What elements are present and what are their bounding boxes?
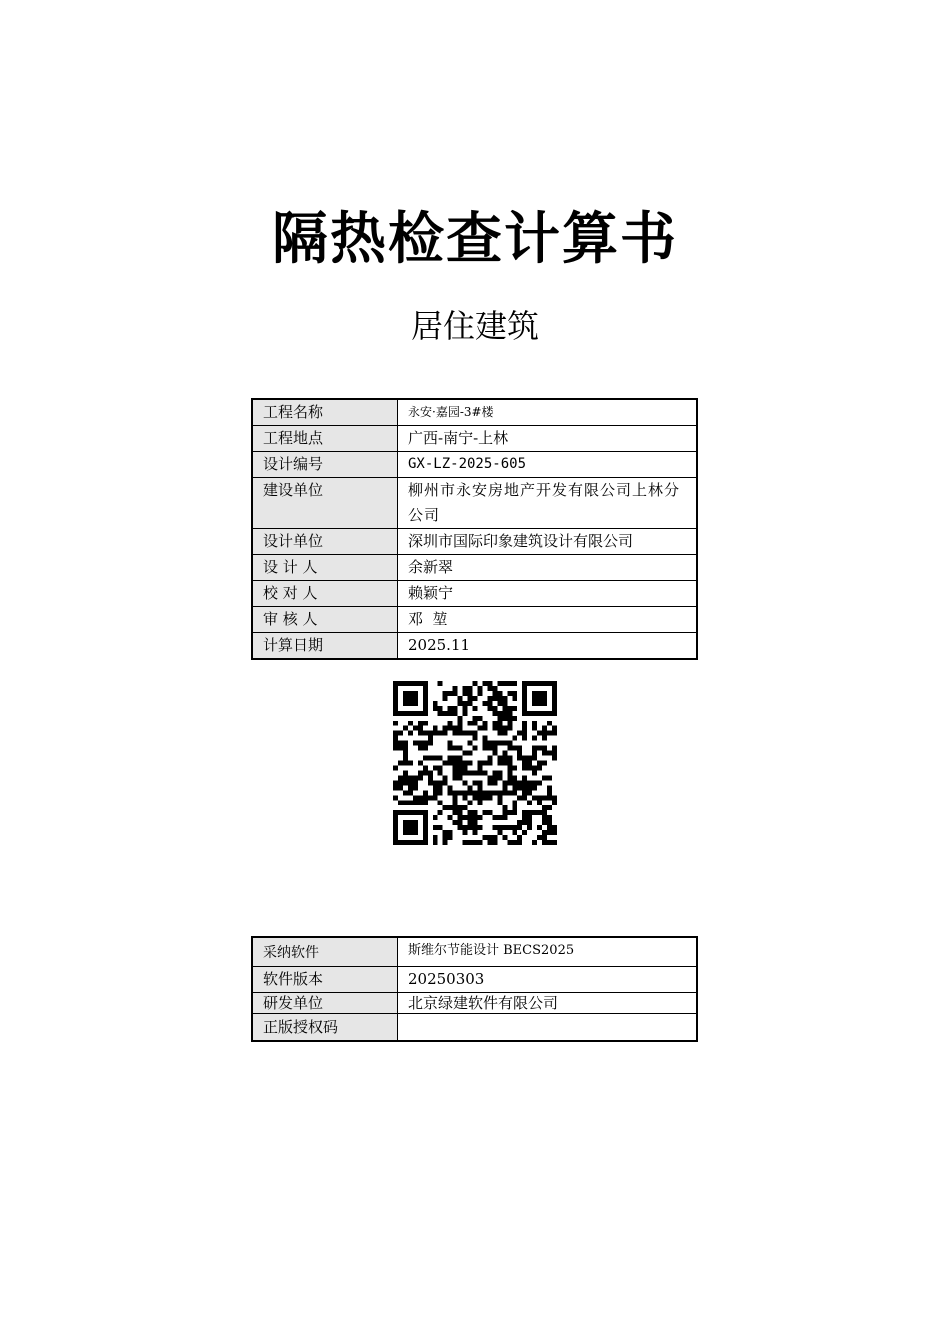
table-row: [252, 426, 697, 452]
software-info-table: [251, 936, 698, 1042]
table-row: [252, 607, 697, 633]
table-row: [252, 993, 697, 1014]
row-value: 柳州市永安房地产开发有限公司上林分公司: [398, 478, 698, 529]
row-label: 正版授权码: [252, 1014, 398, 1042]
row-label: 设 计 人: [252, 555, 398, 581]
table-row: [252, 1014, 697, 1042]
table-row: [252, 967, 697, 993]
table-row: [252, 452, 697, 478]
row-label: 审 核 人: [252, 607, 398, 633]
row-label: 计算日期: [252, 633, 398, 660]
row-label: 工程地点: [252, 426, 398, 452]
table-row: [252, 633, 697, 660]
row-value: 永安·嘉园-3#楼: [398, 399, 698, 426]
table-row: [252, 555, 697, 581]
row-label: 工程名称: [252, 399, 398, 426]
document-subtitle: 居住建筑: [410, 307, 539, 345]
row-value: [398, 1014, 698, 1042]
row-label: 软件版本: [252, 967, 398, 993]
row-label: 建设单位: [252, 478, 398, 529]
row-value: 北京绿建软件有限公司: [398, 993, 698, 1014]
row-label: 设计单位: [252, 529, 398, 555]
table-row: [252, 937, 697, 967]
row-label: 校 对 人: [252, 581, 398, 607]
row-label: 采纳软件: [252, 937, 398, 967]
row-value: 广西-南宁-上林: [398, 426, 698, 452]
row-value: 斯维尔节能设计 BECS2025: [398, 937, 698, 967]
qr-code-icon: [393, 681, 557, 845]
row-value: 余新翠: [398, 555, 698, 581]
row-value: 赖颖宁: [398, 581, 698, 607]
row-value: 邓 堃: [398, 607, 698, 633]
row-value: 深圳市国际印象建筑设计有限公司: [398, 529, 698, 555]
table-row: [252, 581, 697, 607]
project-info-table: [251, 398, 698, 660]
row-value: GX-LZ-2025-605: [398, 452, 698, 478]
row-label: 设计编号: [252, 452, 398, 478]
table-row: [252, 399, 697, 426]
row-value: 20250303: [398, 967, 698, 993]
table-row: [252, 478, 697, 529]
table-row: [252, 529, 697, 555]
row-value: 2025.11: [398, 633, 698, 660]
row-label: 研发单位: [252, 993, 398, 1014]
document-title: 隔热检查计算书: [272, 207, 678, 272]
